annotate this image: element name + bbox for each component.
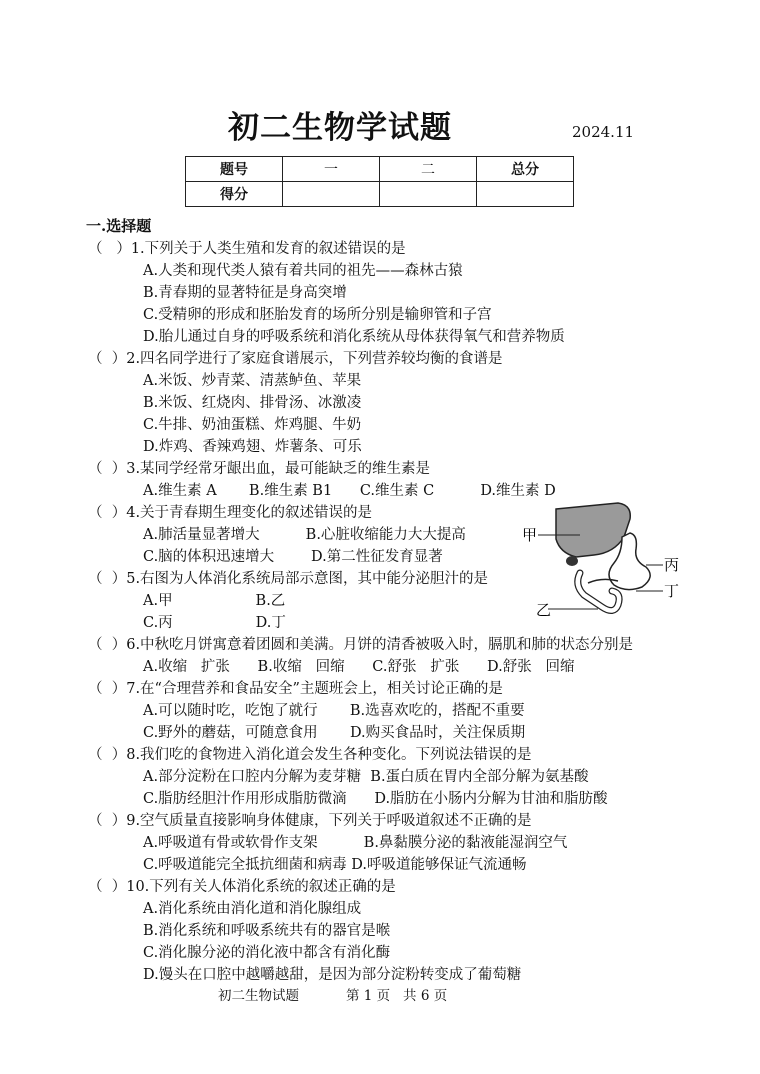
- question-option: D.胎儿通过自身的呼吸系统和消化系统从母体获得氧气和营养物质: [143, 329, 565, 345]
- question-stem: （ ）6.中秋吃月饼寓意着团圆和美满。月饼的清香被吸入时，膈肌和肺的状态分别是: [88, 637, 634, 653]
- question-option: A.可以随时吃，吃饱了就行 B.选喜欢吃的，搭配不重要: [143, 703, 525, 719]
- score-table-score-row: [186, 182, 574, 207]
- footer-subject: 初二生物试题: [218, 988, 299, 1004]
- question-option: B.青春期的显著特征是身高突增: [143, 285, 347, 301]
- footer-page-number: 第 1 页 共 6 页: [346, 988, 448, 1004]
- question-stem: （ ）2.四名同学进行了家庭食谱展示，下列营养较均衡的食谱是: [88, 351, 503, 367]
- figure-label-jia: 甲: [522, 526, 538, 544]
- question-option: C.丙 D.丁: [143, 615, 286, 631]
- score-cell-empty[interactable]: [477, 182, 574, 207]
- digestive-system-figure: [518, 497, 693, 627]
- question-option: A.维生素 A B.维生素 B1 C.维生素 C D.维生素 D: [143, 483, 556, 499]
- score-cell-part1: 一: [283, 157, 380, 182]
- question-stem: （ ）9.空气质量直接影响身体健康，下列关于呼吸道叙述不正确的是: [88, 813, 532, 829]
- question-option: D.炸鸡、香辣鸡翅、炸薯条、可乐: [143, 439, 362, 455]
- question-option: A.米饭、炒青菜、清蒸鲈鱼、苹果: [143, 373, 362, 389]
- question-option: C.消化腺分泌的消化液中都含有消化酶: [143, 945, 391, 961]
- score-cell-total: 总分: [477, 157, 574, 182]
- question-stem: （ ）8.我们吃的食物进入消化道会发生各种变化。下列说法错误的是: [88, 747, 532, 763]
- gallbladder-organ: [566, 556, 578, 566]
- question-option: C.呼吸道能完全抵抗细菌和病毒 D.呼吸道能够保证气流通畅: [143, 857, 527, 873]
- question-option: C.野外的蘑菇，可随意食用 D.购买食品时，关注保质期: [143, 725, 526, 741]
- exam-date: 2024.11: [572, 123, 635, 141]
- score-cell-score-label: 得分: [186, 182, 283, 207]
- score-table-header-row: [186, 157, 574, 182]
- question-stem: （ ）5.右图为人体消化系统局部示意图，其中能分泌胆汁的是: [88, 571, 489, 587]
- question-option: B.消化系统和呼吸系统共有的器官是喉: [143, 923, 391, 939]
- section-title: 一.选择题: [86, 217, 152, 235]
- question-stem: （ ）4.关于青春期生理变化的叙述错误的是: [88, 505, 373, 521]
- question-stem: （ ）10.下列有关人体消化系统的叙述正确的是: [88, 879, 396, 895]
- liver-organ: [556, 503, 630, 557]
- question-option: C.脑的体积迅速增大 D.第二性征发育显著: [143, 549, 443, 565]
- question-option: C.牛排、奶油蛋糕、炸鸡腿、牛奶: [143, 417, 362, 433]
- question-option: A.消化系统由消化道和消化腺组成: [143, 901, 362, 917]
- question-option: A.呼吸道有骨或软骨作支架 B.鼻黏膜分泌的黏液能湿润空气: [143, 835, 568, 851]
- figure-label-bing: 丙: [664, 556, 680, 574]
- score-cell-part2: 二: [380, 157, 477, 182]
- question-option: A.收缩 扩张 B.收缩 回缩 C.舒张 扩张 D.舒张 回缩: [143, 659, 575, 675]
- score-cell-empty[interactable]: [380, 182, 477, 207]
- question-stem: （ ）1.下列关于人类生殖和发育的叙述错误的是: [88, 241, 406, 257]
- question-option: A.肺活量显著增大 B.心脏收缩能力大大提高: [143, 527, 466, 543]
- question-option: D.馒头在口腔中越嚼越甜，是因为部分淀粉转变成了葡萄糖: [143, 967, 522, 983]
- score-cell-label: 题号: [186, 157, 283, 182]
- exam-title: 初二生物学试题: [228, 110, 452, 146]
- question-option: C.脂肪经胆汁作用形成脂肪微滴 D.脂肪在小肠内分解为甘油和脂肪酸: [143, 791, 608, 807]
- question-option: A.甲 B.乙: [143, 593, 286, 609]
- question-option: A.人类和现代类人猿有着共同的祖先——森林古猿: [143, 263, 463, 279]
- question-option: A.部分淀粉在口腔内分解为麦芽糖 B.蛋白质在胃内全部分解为氨基酸: [143, 769, 589, 785]
- figure-label-yi: 乙: [536, 601, 552, 619]
- question-stem: （ ）3.某同学经常牙龈出血，最可能缺乏的维生素是: [88, 461, 431, 477]
- score-table: [185, 156, 574, 207]
- question-option: C.受精卵的形成和胚胎发育的场所分别是输卵管和子宫: [143, 307, 492, 323]
- score-cell-empty[interactable]: [283, 182, 380, 207]
- question-stem: （ ）7.在“合理营养和食品安全”主题班会上，相关讨论正确的是: [88, 681, 503, 697]
- question-option: B.米饭、红烧肉、排骨汤、冰激凌: [143, 395, 362, 411]
- figure-label-ding: 丁: [664, 582, 680, 600]
